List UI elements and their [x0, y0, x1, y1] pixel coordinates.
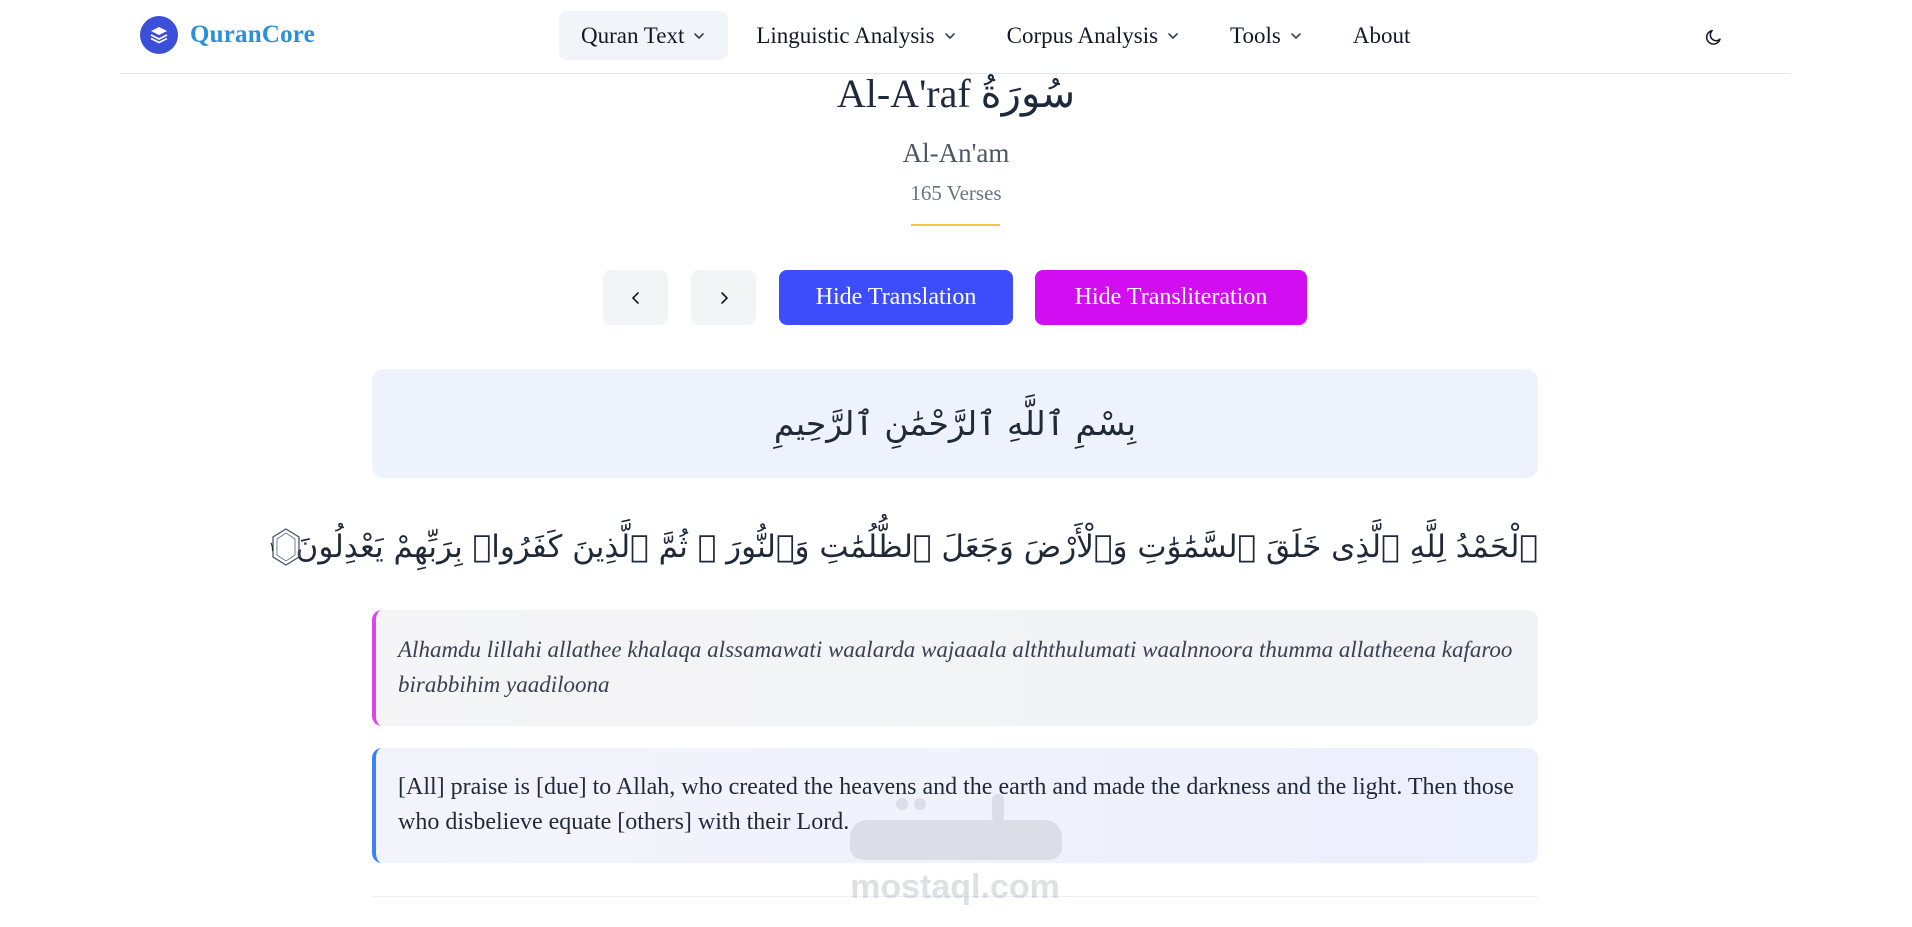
theme-toggle-button[interactable]	[1699, 22, 1729, 52]
main-nav	[559, 11, 1438, 60]
brand-name: QuranCore	[190, 21, 315, 48]
title-divider	[911, 224, 1000, 226]
chevron-down-icon	[692, 29, 706, 43]
chevron-right-icon	[716, 290, 732, 306]
previous-surah-button[interactable]	[603, 270, 668, 325]
nav-item-label: Linguistic Analysis	[756, 22, 935, 48]
translation-card	[372, 748, 1538, 863]
watermark-text: mostaql.com	[850, 868, 1060, 906]
next-surah-button[interactable]	[691, 270, 756, 325]
nav-item-label: About	[1352, 22, 1411, 48]
transliteration-text: Alhamdu lillahi allathee khalaqa alssamawati waalarda wajaaala alththulumati waalnnoora thumma allatheena kafaroo birabbihim yaadiloona	[398, 637, 1513, 697]
nav-item-quran-text[interactable]	[559, 11, 728, 60]
nav-item-label: Corpus Analysis	[1006, 22, 1159, 48]
brand-link[interactable]	[140, 16, 315, 54]
basmala	[372, 369, 1538, 478]
verse-divider	[372, 896, 1538, 897]
transliteration-card	[372, 610, 1538, 726]
chevron-down-icon	[1289, 29, 1303, 43]
nav-item-label: Quran Text	[581, 22, 685, 48]
top-navbar	[120, 0, 1791, 74]
chevron-down-icon	[943, 29, 957, 43]
surah-title: Al-A'raf سُورَةُ	[836, 71, 1076, 116]
nav-item-corpus-analysis[interactable]	[985, 11, 1202, 60]
basmala-text: بِسْمِ ٱللَّهِ ٱلرَّحْمَٰنِ ٱلرَّحِيمِ	[773, 404, 1137, 443]
hide-transliteration-button[interactable]: Hide Transliteration	[1035, 270, 1307, 325]
nav-item-tools[interactable]	[1208, 11, 1325, 60]
translation-text: [All] praise is [due] to Allah, who created the heavens and the earth and made the darkness and the light. Then those who disbelieve equate [others] with their Lord.	[398, 774, 1514, 835]
nav-item-label: Tools	[1230, 22, 1281, 48]
layers-icon	[140, 16, 178, 54]
nav-item-linguistic-analysis[interactable]	[734, 11, 978, 60]
verse-arabic-line: ٱلْحَمْدُ لِلَّهِ ٱلَّذِى خَلَقَ ٱلسَّمَٰوَٰتِ وَٱلْأَرْضَ وَجَعَلَ ٱلظُّلُمَٰتِ وَٱلنُّورَ ۖ ثُمَّ ٱلَّذِينَ كَفَرُوا۟ بِرَبِّهِمْ يَعْدِلُونَ	[295, 529, 1538, 565]
chevron-left-icon	[628, 290, 644, 306]
verse-number: ١	[268, 539, 276, 555]
verse-number-marker	[269, 527, 276, 567]
chevron-down-icon	[1166, 29, 1180, 43]
verse-arabic-text	[268, 512, 1538, 582]
nav-item-about[interactable]	[1331, 11, 1433, 60]
verse-count: 165 Verses	[910, 181, 1002, 205]
moon-icon	[1704, 27, 1724, 47]
surah-subtitle: Al-An'am	[902, 138, 1010, 168]
hide-translation-button[interactable]: Hide Translation	[779, 270, 1013, 325]
